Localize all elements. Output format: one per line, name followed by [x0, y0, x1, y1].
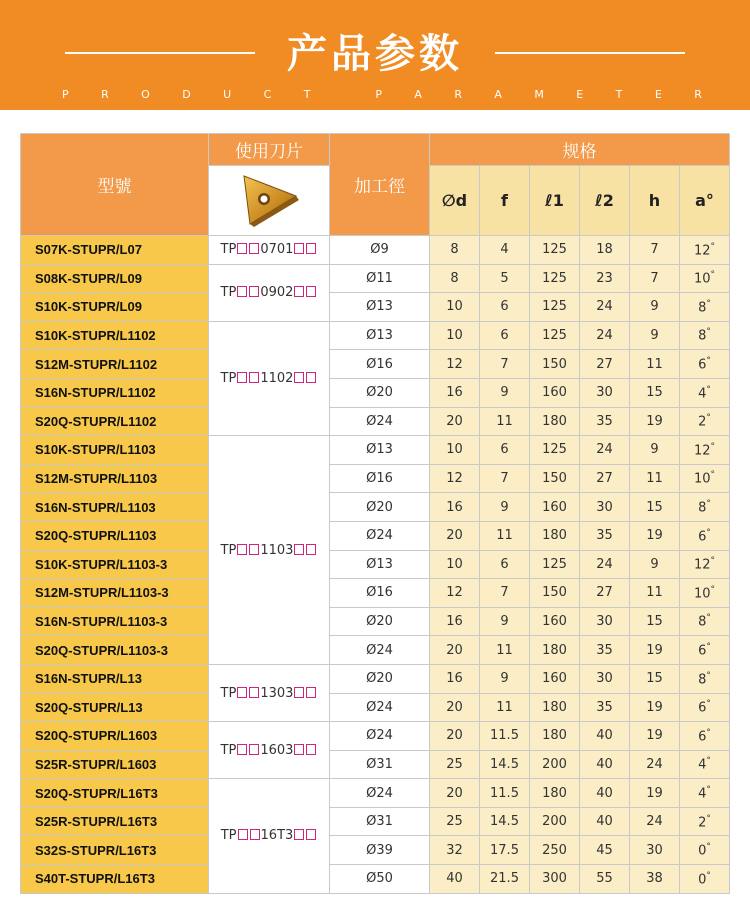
l1-cell: 160: [530, 664, 580, 693]
d-cell: 16: [430, 664, 480, 693]
bore-cell: Ø31: [330, 750, 430, 779]
insert-code: TP 1603: [221, 743, 318, 758]
table-row: [21, 321, 730, 350]
table-row: [21, 607, 730, 636]
l2-cell: 24: [580, 436, 630, 465]
angle-cell: 10°: [680, 264, 730, 293]
l2-cell: 35: [580, 407, 630, 436]
d-cell: 16: [430, 607, 480, 636]
model-cell: S07K-STUPR/L07: [21, 236, 209, 265]
l2-cell: 27: [580, 579, 630, 608]
l2-cell: 23: [580, 264, 630, 293]
placeholder-box: [294, 744, 304, 755]
h-cell: 9: [630, 293, 680, 322]
table-body: [21, 236, 730, 894]
angle-cell: 6°: [680, 636, 730, 665]
l2-cell: 18: [580, 236, 630, 265]
placeholder-box: [306, 744, 316, 755]
l2-cell: 55: [580, 865, 630, 894]
insert-code-cell: [209, 264, 330, 321]
placeholder-box: [294, 286, 304, 297]
f-cell: 11: [480, 636, 530, 665]
d-cell: 20: [430, 521, 480, 550]
model-cell: S20Q-STUPR/L16T3: [21, 779, 209, 808]
d-cell: 8: [430, 236, 480, 265]
d-cell: 12: [430, 464, 480, 493]
angle-cell: 10°: [680, 579, 730, 608]
model-cell: S10K-STUPR/L1103: [21, 436, 209, 465]
l2-cell: 40: [580, 779, 630, 808]
placeholder-box: [249, 286, 259, 297]
placeholder-box: [237, 243, 247, 254]
table-row: [21, 779, 730, 808]
d-cell: 20: [430, 722, 480, 751]
l2-cell: 45: [580, 836, 630, 865]
bore-cell: Ø20: [330, 378, 430, 407]
l1-cell: 200: [530, 750, 580, 779]
col-header-a: a°: [680, 166, 730, 236]
subtitle-letter: T: [615, 88, 623, 101]
model-cell: S20Q-STUPR/L1102: [21, 407, 209, 436]
bore-cell: Ø13: [330, 550, 430, 579]
model-cell: S20Q-STUPR/L1103-3: [21, 636, 209, 665]
placeholder-box: [237, 372, 247, 383]
table-row: [21, 807, 730, 836]
l2-cell: 35: [580, 636, 630, 665]
bore-cell: Ø13: [330, 293, 430, 322]
insert-code-cell: [209, 664, 330, 721]
bore-cell: Ø31: [330, 807, 430, 836]
model-cell: S16N-STUPR/L13: [21, 664, 209, 693]
model-cell: S16N-STUPR/L1103-3: [21, 607, 209, 636]
placeholder-box: [294, 829, 304, 840]
table-row: [21, 836, 730, 865]
d-cell: 20: [430, 407, 480, 436]
placeholder-box: [294, 372, 304, 383]
subtitle-letter: R: [694, 88, 702, 101]
d-cell: 16: [430, 493, 480, 522]
table-row: [21, 350, 730, 379]
triangular-insert-icon: [234, 170, 304, 228]
h-cell: 7: [630, 236, 680, 265]
f-cell: 6: [480, 321, 530, 350]
f-cell: 9: [480, 664, 530, 693]
l1-cell: 125: [530, 321, 580, 350]
model-cell: S25R-STUPR/L1603: [21, 750, 209, 779]
bore-cell: Ø24: [330, 779, 430, 808]
subtitle-letter: T: [303, 88, 311, 101]
subtitle-letter: A: [494, 88, 502, 101]
l2-cell: 30: [580, 607, 630, 636]
d-cell: 10: [430, 293, 480, 322]
bore-cell: Ø13: [330, 436, 430, 465]
table-row: [21, 378, 730, 407]
placeholder-box: [306, 372, 316, 383]
l1-cell: 125: [530, 436, 580, 465]
col-header-l2: ℓ2: [580, 166, 630, 236]
header-spec: 规格: [430, 134, 730, 166]
insert-code: TP 0902: [221, 285, 318, 300]
angle-cell: 4°: [680, 750, 730, 779]
subtitle-letter: R: [454, 88, 462, 101]
h-cell: 7: [630, 264, 680, 293]
f-cell: 9: [480, 493, 530, 522]
h-cell: 19: [630, 636, 680, 665]
l2-cell: 27: [580, 464, 630, 493]
subtitle-letter: O: [141, 88, 150, 101]
f-cell: 11.5: [480, 779, 530, 808]
table-row: [21, 722, 730, 751]
bore-cell: Ø24: [330, 636, 430, 665]
model-cell: S12M-STUPR/L1103-3: [21, 579, 209, 608]
d-cell: 20: [430, 693, 480, 722]
placeholder-box: [237, 687, 247, 698]
l2-cell: 40: [580, 722, 630, 751]
table-row: [21, 464, 730, 493]
angle-cell: 2°: [680, 807, 730, 836]
l1-cell: 150: [530, 350, 580, 379]
h-cell: 11: [630, 579, 680, 608]
insert-code: TP 1102: [221, 371, 318, 386]
placeholder-box: [237, 544, 247, 555]
model-cell: S16N-STUPR/L1102: [21, 378, 209, 407]
product-parameter-table: [20, 133, 730, 894]
f-cell: 21.5: [480, 865, 530, 894]
table-row: [21, 636, 730, 665]
h-cell: 9: [630, 321, 680, 350]
bore-cell: Ø24: [330, 407, 430, 436]
h-cell: 38: [630, 865, 680, 894]
angle-cell: 10°: [680, 464, 730, 493]
table-row: [21, 579, 730, 608]
insert-code: TP 16T3: [221, 828, 318, 843]
l2-cell: 24: [580, 293, 630, 322]
f-cell: 11: [480, 521, 530, 550]
l1-cell: 250: [530, 836, 580, 865]
angle-cell: 6°: [680, 693, 730, 722]
l1-cell: 160: [530, 493, 580, 522]
f-cell: 9: [480, 378, 530, 407]
f-cell: 7: [480, 464, 530, 493]
h-cell: 9: [630, 550, 680, 579]
l2-cell: 24: [580, 321, 630, 350]
h-cell: 15: [630, 493, 680, 522]
insert-code: TP 1103: [221, 543, 318, 558]
model-cell: S10K-STUPR/L1103-3: [21, 550, 209, 579]
angle-cell: 8°: [680, 493, 730, 522]
l1-cell: 160: [530, 378, 580, 407]
placeholder-box: [306, 544, 316, 555]
col-header-f: f: [480, 166, 530, 236]
l1-cell: 125: [530, 293, 580, 322]
l1-cell: 125: [530, 264, 580, 293]
l2-cell: 30: [580, 493, 630, 522]
bore-cell: Ø39: [330, 836, 430, 865]
subtitle-letter: C: [263, 88, 272, 101]
model-cell: S25R-STUPR/L16T3: [21, 807, 209, 836]
h-cell: 19: [630, 521, 680, 550]
insert-code-cell: [209, 779, 330, 893]
subtitle-letter: P: [62, 88, 69, 101]
d-cell: 25: [430, 750, 480, 779]
h-cell: 19: [630, 722, 680, 751]
angle-cell: 4°: [680, 779, 730, 808]
model-cell: S10K-STUPR/L1102: [21, 321, 209, 350]
header-bore: 加工徑: [330, 134, 430, 236]
f-cell: 11.5: [480, 722, 530, 751]
angle-cell: 8°: [680, 293, 730, 322]
subtitle-letter: U: [223, 88, 232, 101]
bore-cell: Ø24: [330, 521, 430, 550]
l2-cell: 40: [580, 750, 630, 779]
l1-cell: 200: [530, 807, 580, 836]
angle-cell: 8°: [680, 321, 730, 350]
d-cell: 16: [430, 378, 480, 407]
bore-cell: Ø20: [330, 607, 430, 636]
table-row: [21, 493, 730, 522]
table-row: [21, 664, 730, 693]
model-cell: S40T-STUPR/L16T3: [21, 865, 209, 894]
l2-cell: 40: [580, 807, 630, 836]
angle-cell: 12°: [680, 436, 730, 465]
subtitle-letter: R: [101, 88, 109, 101]
l2-cell: 35: [580, 521, 630, 550]
f-cell: 7: [480, 579, 530, 608]
table-row: [21, 550, 730, 579]
bore-cell: Ø20: [330, 664, 430, 693]
placeholder-box: [249, 243, 259, 254]
col-header-d: ∅d: [430, 166, 480, 236]
l1-cell: 300: [530, 865, 580, 894]
table-row: [21, 750, 730, 779]
d-cell: 40: [430, 865, 480, 894]
h-cell: 11: [630, 464, 680, 493]
h-cell: 15: [630, 378, 680, 407]
placeholder-box: [249, 372, 259, 383]
placeholder-box: [238, 829, 248, 840]
l1-cell: 180: [530, 779, 580, 808]
model-cell: S12M-STUPR/L1102: [21, 350, 209, 379]
f-cell: 6: [480, 293, 530, 322]
angle-cell: 0°: [680, 836, 730, 865]
bore-cell: Ø24: [330, 722, 430, 751]
f-cell: 4: [480, 236, 530, 265]
l1-cell: 180: [530, 407, 580, 436]
l1-cell: 150: [530, 579, 580, 608]
angle-cell: 0°: [680, 865, 730, 894]
placeholder-box: [306, 687, 316, 698]
f-cell: 6: [480, 436, 530, 465]
insert-image-cell: [209, 166, 330, 236]
d-cell: 12: [430, 579, 480, 608]
f-cell: 14.5: [480, 750, 530, 779]
placeholder-box: [249, 744, 259, 755]
l1-cell: 180: [530, 722, 580, 751]
l1-cell: 160: [530, 607, 580, 636]
subtitle-letter: E: [654, 88, 662, 101]
f-cell: 17.5: [480, 836, 530, 865]
placeholder-box: [306, 286, 316, 297]
d-cell: 10: [430, 550, 480, 579]
subtitle-letter: M: [534, 88, 544, 101]
bore-cell: Ø16: [330, 579, 430, 608]
d-cell: 32: [430, 836, 480, 865]
table-row: [21, 236, 730, 265]
l1-cell: 125: [530, 550, 580, 579]
f-cell: 14.5: [480, 807, 530, 836]
angle-cell: 12°: [680, 550, 730, 579]
page-subtitle: [62, 88, 702, 101]
placeholder-box: [250, 829, 260, 840]
h-cell: 30: [630, 836, 680, 865]
insert-code-cell: [209, 722, 330, 779]
subtitle-letter: D: [182, 88, 191, 101]
h-cell: 19: [630, 693, 680, 722]
d-cell: 20: [430, 636, 480, 665]
placeholder-box: [294, 687, 304, 698]
bore-cell: Ø50: [330, 865, 430, 894]
l2-cell: 35: [580, 693, 630, 722]
d-cell: 12: [430, 350, 480, 379]
d-cell: 25: [430, 807, 480, 836]
f-cell: 9: [480, 607, 530, 636]
h-cell: 24: [630, 750, 680, 779]
table-row: [21, 436, 730, 465]
h-cell: 24: [630, 807, 680, 836]
d-cell: 10: [430, 436, 480, 465]
model-cell: S12M-STUPR/L1103: [21, 464, 209, 493]
angle-cell: 8°: [680, 607, 730, 636]
angle-cell: 6°: [680, 350, 730, 379]
l2-cell: 30: [580, 664, 630, 693]
l1-cell: 180: [530, 636, 580, 665]
l1-cell: 180: [530, 693, 580, 722]
h-cell: 15: [630, 607, 680, 636]
table-row: [21, 293, 730, 322]
bore-cell: Ø13: [330, 321, 430, 350]
header-insert: 使用刀片: [209, 134, 330, 166]
l1-cell: 180: [530, 521, 580, 550]
header-model: 型號: [21, 134, 209, 236]
f-cell: 11: [480, 693, 530, 722]
subtitle-letter: A: [414, 88, 422, 101]
model-cell: S16N-STUPR/L1103: [21, 493, 209, 522]
f-cell: 7: [480, 350, 530, 379]
angle-cell: 6°: [680, 722, 730, 751]
bore-cell: Ø20: [330, 493, 430, 522]
model-cell: S32S-STUPR/L16T3: [21, 836, 209, 865]
insert-code-cell: [209, 236, 330, 265]
table-row: [21, 865, 730, 894]
model-cell: S20Q-STUPR/L1103: [21, 521, 209, 550]
l1-cell: 125: [530, 236, 580, 265]
table-row: [21, 521, 730, 550]
f-cell: 5: [480, 264, 530, 293]
placeholder-box: [294, 544, 304, 555]
bore-cell: Ø11: [330, 264, 430, 293]
table-row: [21, 407, 730, 436]
angle-cell: 6°: [680, 521, 730, 550]
l2-cell: 30: [580, 378, 630, 407]
h-cell: 15: [630, 664, 680, 693]
f-cell: 6: [480, 550, 530, 579]
table-row: [21, 693, 730, 722]
model-cell: S10K-STUPR/L09: [21, 293, 209, 322]
insert-code-cell: [209, 436, 330, 665]
model-cell: S08K-STUPR/L09: [21, 264, 209, 293]
h-cell: 9: [630, 436, 680, 465]
l2-cell: 24: [580, 550, 630, 579]
d-cell: 8: [430, 264, 480, 293]
model-cell: S20Q-STUPR/L13: [21, 693, 209, 722]
l2-cell: 27: [580, 350, 630, 379]
bore-cell: Ø16: [330, 350, 430, 379]
angle-cell: 12°: [680, 236, 730, 265]
insert-code: TP 1303: [221, 686, 318, 701]
model-cell: S20Q-STUPR/L1603: [21, 722, 209, 751]
placeholder-box: [306, 243, 316, 254]
placeholder-box: [294, 243, 304, 254]
angle-cell: 8°: [680, 664, 730, 693]
insert-code: TP 0701: [221, 242, 318, 257]
placeholder-box: [306, 829, 316, 840]
placeholder-box: [237, 286, 247, 297]
placeholder-box: [249, 544, 259, 555]
insert-code-cell: [209, 321, 330, 435]
table-row: [21, 264, 730, 293]
angle-cell: 2°: [680, 407, 730, 436]
angle-cell: 4°: [680, 378, 730, 407]
col-header-l1: ℓ1: [530, 166, 580, 236]
bore-cell: Ø16: [330, 464, 430, 493]
f-cell: 11: [480, 407, 530, 436]
subtitle-letter: E: [576, 88, 584, 101]
header-banner: [0, 0, 750, 110]
h-cell: 11: [630, 350, 680, 379]
h-cell: 19: [630, 779, 680, 808]
page-title: 产品参数: [287, 31, 463, 77]
placeholder-box: [249, 687, 259, 698]
d-cell: 10: [430, 321, 480, 350]
subtitle-letter: P: [375, 88, 382, 101]
d-cell: 20: [430, 779, 480, 808]
placeholder-box: [237, 744, 247, 755]
h-cell: 19: [630, 407, 680, 436]
bore-cell: Ø9: [330, 236, 430, 265]
bore-cell: Ø24: [330, 693, 430, 722]
l1-cell: 150: [530, 464, 580, 493]
col-header-h: h: [630, 166, 680, 236]
